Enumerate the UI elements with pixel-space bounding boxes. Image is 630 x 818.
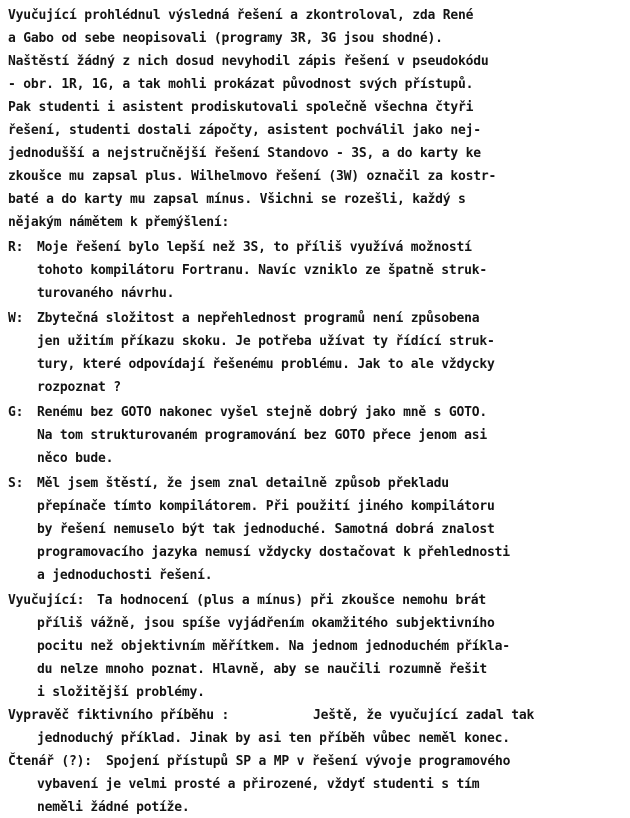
entry-g-line-3: něco bude. xyxy=(37,451,114,466)
intro-line-9: baté a do karty mu zapsal mínus. Všichni se rozešli, každý s xyxy=(8,192,466,207)
entry-g-line-1: Renému bez GOTO nakonec vyšel stejně dobrý jako mně s GOTO. xyxy=(37,405,487,420)
entry-s-label: S: xyxy=(8,476,24,491)
intro-line-4: - obr. 1R, 1G, a tak mohli prokázat původnost svých přístupů. xyxy=(8,77,474,92)
entry-teacher-label: Vyučující: xyxy=(8,593,85,608)
intro-line-6: řešení, studenti dostali zápočty, asistent pochválil jako nej- xyxy=(8,123,481,138)
entry-r-line-3: turovaného návrhu. xyxy=(37,286,175,301)
entry-w-line-2: jen užitím příkazu skoku. Je potřeba užívat ty řídící struk- xyxy=(37,334,495,349)
entry-narrator-line-1: jednoduchý příklad. Jinak by asi ten příběh vůbec neměl konec. xyxy=(37,731,510,746)
entry-r-line-2: tohoto kompilátoru Fortranu. Navíc vzniklo ze špatně struk- xyxy=(37,263,487,278)
entry-w-line-1: Zbytečná složitost a nepřehlednost programů není způsobena xyxy=(37,311,480,326)
entry-reader-label: Čtenář (?): xyxy=(8,754,92,769)
entry-s-line-3: by řešení nemuselo být tak jednoduché. Samotná dobrá znalost xyxy=(37,522,495,537)
entry-g-label: G: xyxy=(8,405,24,420)
entry-s-line-2: přepínače tímto kompilátorem. Při použití jiného kompilátoru xyxy=(37,499,495,514)
entry-teacher-line-3: du nelze mnoho poznat. Hlavně, aby se naučili rozumně řešit xyxy=(37,662,487,677)
entry-w-line-4: rozpoznat ? xyxy=(37,380,121,395)
entry-teacher-line-4: i složitější problémy. xyxy=(37,685,205,700)
entry-r-label: R: xyxy=(8,240,24,255)
entry-w-label: W: xyxy=(8,311,24,326)
intro-line-10: nějakým námětem k přemýšlení: xyxy=(8,215,230,230)
intro-line-7: jednodušší a nejstručnější řešení Standovo - 3S, a do karty ke xyxy=(8,146,481,161)
entry-teacher-first-line: Ta hodnocení (plus a mínus) při zkoušce nemohu brát xyxy=(97,593,486,608)
entry-narrator-first-line: Ještě, že vyučující zadal tak xyxy=(313,708,535,723)
entry-s-line-5: a jednoduchosti řešení. xyxy=(37,568,213,583)
entry-reader-line-1: vybavení je velmi prosté a přirozené, vždyť studenti s tím xyxy=(37,777,480,792)
intro-line-8: zkoušce mu zapsal plus. Wilhelmovo řešení (3W) označil za kostr- xyxy=(8,169,497,184)
intro-line-3: Naštěstí žádný z nich dosud nevyhodil zápis řešení v pseudokódu xyxy=(8,54,489,69)
entry-r-line-1: Moje řešení bylo lepší než 3S, to příliš využívá možností xyxy=(37,240,472,255)
intro-line-1: Vyučující prohlédnul výsledná řešení a zkontroloval, zda René xyxy=(8,8,474,23)
entry-teacher-line-1: příliš vážně, jsou spíše vyjádřením okamžitého subjektivního xyxy=(37,616,495,631)
entry-teacher-line-2: pocitu než objektivním měřítkem. Na jednom jednoduchém příkla- xyxy=(37,639,510,654)
entry-reader-first-line: Spojení přístupů SP a MP v řešení vývoje programového xyxy=(106,754,511,769)
entry-narrator-label: Vypravěč fiktivního příběhu : xyxy=(8,708,230,723)
entry-s-line-1: Měl jsem štěstí, že jsem znal detailně způsob překladu xyxy=(37,476,449,491)
intro-line-5: Pak studenti i asistent prodiskutovali společně všechna čtyři xyxy=(8,100,474,115)
entry-w-line-3: tury, které odpovídají řešenému problému. Jak to ale vždycky xyxy=(37,357,495,372)
entry-g-line-2: Na tom strukturovaném programování bez GOTO přece jenom asi xyxy=(37,428,487,443)
entry-reader-line-2: neměli žádné potíže. xyxy=(37,800,190,815)
entry-s-line-4: programovacího jazyka nemusí vždycky dostačovat k přehlednosti xyxy=(37,545,510,560)
intro-line-2: a Gabo od sebe neopisovali (programy 3R, 3G jsou shodné). xyxy=(8,31,443,46)
